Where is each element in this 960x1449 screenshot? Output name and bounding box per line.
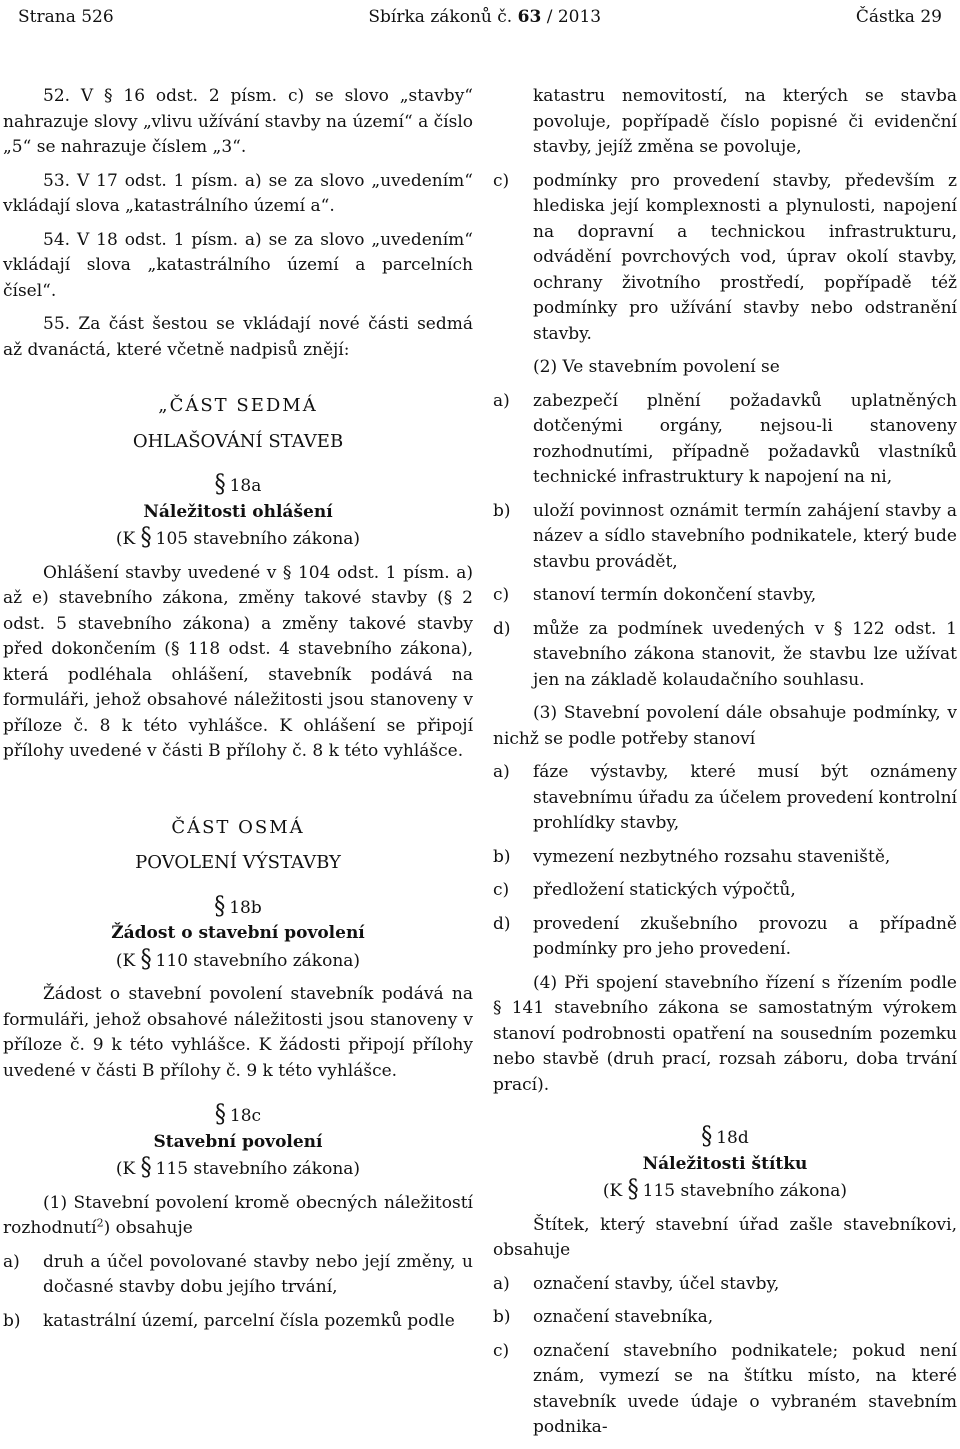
section-18b-number: § 18b [214,891,262,921]
section-18d-reference: (K § 115 stavebního zákona) [602,1175,848,1204]
list-item: c) předložení statických výpočtů, [493,880,796,900]
list-item: b) vymezení nezbytného rozsahu staveniště, [493,846,891,867]
part-seven-name: OHLAŠOVÁNÍ STAVEB [132,430,344,452]
paragraph-3: (3) Stavební povolení dále obsahuje podmínky, v nichž se podle potřeby stanoví [493,703,957,749]
section-18d-number: § 18d [701,1122,749,1151]
section-18d-text: Štítek, který stavební úřad zašle stavebníkovi, obsahuje [493,1214,957,1260]
section-18a-number: § 18a [214,470,262,499]
list-item: b) uloží povinnost oznámit termín zahájení stavby a název a sídlo stavebního podnikatele, který bude stavbu provádět, [493,500,957,572]
section-18d-title: Náležitosti štítku [642,1153,808,1174]
part-seven-title: „ČÁST SEDMÁ [158,395,318,416]
left-column [3,84,473,1342]
part-number: Částka 29 [855,7,942,28]
section-18a-text: Ohlášení stavby uvedené v § 104 odst. 1 písm. a) až e) stavebního zákona, změny takové stavby (§ 2 odst. 5 stavebního zákona) a změny takové stavby před dokončením (§ 118 odst. 4 stavebního zákona), která podléhala ohlášení, stavebník podává na formuláři, jehož obsahové náležitosti jsou stanoveny v příloze č. 8 k této vyhlášce. K ohlášení se připojí přílohy uvedené v části B přílohy č. 8 k této vyhlášce. [3,562,473,761]
section-18b-title: Žádost o stavební povolení [111,923,365,943]
section-18c-number: § 18c [214,1100,262,1129]
section-sign-icon: § [214,1100,226,1129]
section-18a-title: Náležitosti ohlášení [143,501,333,522]
list-item: a) označení stavby, účel stavby, [493,1273,780,1294]
list-item: d) provedení zkušebního provozu a případně podmínky pro jeho provedení. [493,913,957,959]
paragraph-54: 54. V 18 odst. 1 písm. a) se za slovo „uvedením“ vkládají slova „katastrálního území a parcelních čísel“. [3,229,473,301]
list-item: a) fáze výstavby, které musí být oznámeny stavebnímu úřadu za účelem provedení kontrolní prohlídky stavby, [493,762,957,833]
list-item: b) označení stavebníka, [493,1307,714,1327]
section-18c-title: Stavební povolení [153,1131,323,1152]
list-item: c) podmínky pro provedení stavby, především z hlediska její komplexnosti a plynulosti, napojení na dopravní a technickou infrastrukturu, odvádění povrchových vod, úprav okolí stavby, ochrany životního prostředí, popřípadě též podmínky pro užívání stavby nebo odstranění stavby. [493,170,957,344]
part-eight-name: POVOLENÍ VÝSTAVBY [135,852,341,873]
page-header [18,4,942,32]
paragraph-52: 52. V § 16 odst. 2 písm. c) se slovo „stavby“ nahrazuje slovy „vlivu užívání stavby na území“ a číslo „5“ se nahrazuje číslem „3“. [3,86,473,157]
section-sign-icon: § [214,891,226,921]
section-18c-paragraph-1: (1) Stavební povolení kromě obecných náležitostí rozhodnutí$^2$) obsahuje [3,1192,473,1238]
right-column [493,84,957,1449]
list-item: c) stanoví termín dokončení stavby, [493,585,817,605]
paragraph-4: (4) Při spojení stavebního řízení s řízením podle § 141 stavebního zákona se samostatným výrokem stanoví podrobnosti opatření na sousedním pozemku nebo stavbě (druh prací, rozsah záboru, doba trvání prací). [493,972,957,1095]
part-eight-title: ČÁST OSMÁ [171,816,305,838]
section-sign-icon: § [701,1122,713,1151]
section-sign-icon: § [214,470,226,499]
section-18c-reference: (K § 115 stavebního zákona) [115,1153,361,1182]
section-18a-reference: (K § 105 stavebního zákona) [115,523,361,552]
list-item: d) může za podmínek uvedených v § 122 odst. 1 stavebního zákona stanovit, že stavbu lze užívat jen na základě kolaudačního souhlasu. [493,618,957,690]
collection-number: 63 [517,7,542,28]
list-item: a) druh a účel povolované stavby nebo její změny, u dočasné stavby dobu jejího trvání, [3,1251,473,1297]
list-item: a) zabezpečí plnění požadavků uplatněných dotčenými orgány, nejsou-li stanoveny rozhodnutími, případně požadavků vlastníků technické infrastruktury k napojení na ni, [493,390,957,487]
continued-text: katastru nemovitostí, na kterých se stavba povoluje, popřípadě číslo popisné či evidenční stavby, jejíž změna se povoluje, [533,86,957,157]
collection-title: Sbírka zákonů č. 63 / 2013 [368,7,602,28]
page-number: Strana 526 [18,7,114,28]
paragraph-2: (2) Ve stavebním povolení se [533,357,780,377]
section-18b-reference: (K § 110 stavebního zákona) [115,944,361,974]
section-18b-text: Žádost o stavební povolení stavebník podává na formuláři, jehož obsahové náležitosti jsou stanoveny v příloze č. 9 k této vyhlášce. K žádosti připojí přílohy uvedené v části B přílohy č. 9 k této vyhlášce. [3,984,473,1081]
list-item: c) označení stavebního podnikatele; pokud není znám, vymezí se na štítku místo, na které stavebník uvede údaje o vybraném stavebním podnika- [493,1340,957,1437]
list-item: b) katastrální území, parcelní čísla pozemků podle [3,1310,455,1331]
paragraph-53: 53. V 17 odst. 1 písm. a) se za slovo „uvedením“ vkládají slova „katastrálního území a“. [3,170,473,216]
paragraph-55: 55. Za část šestou se vkládají nové části sedmá až dvanáctá, které včetně nadpisů znějí: [3,314,473,360]
